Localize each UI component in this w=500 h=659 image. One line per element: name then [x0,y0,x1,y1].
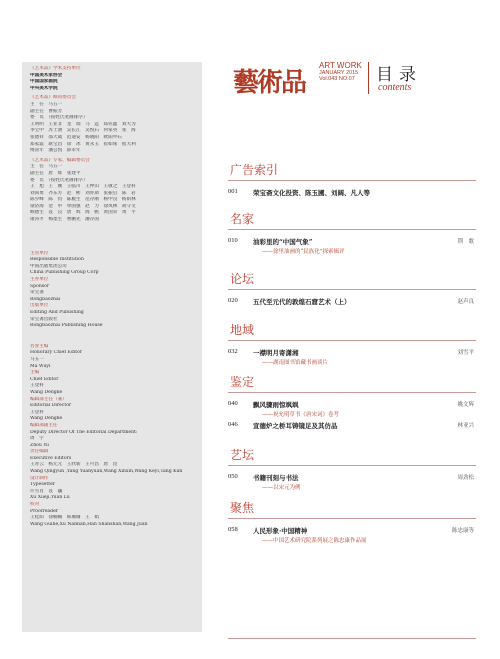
sidebar-line: 郑家震 耿宝昌 徐 冰 黄永玉 崔如琢 程大利 [30,141,136,147]
sidebar-line: 康涛才 梅墨生 曹鹏先 潘存国 [30,217,99,223]
entry-title: 书籍刊刻与书法 [253,474,299,482]
section-rule [228,465,476,466]
entry-page: 010 [228,237,238,244]
sidebar-line: 刘尚勇 齐东方 赵 彬 刘亦斯 张振启 陈 岩 [30,190,136,196]
entry-page: 046 [228,421,238,428]
sidebar-line: 委 员 （按姓氏笔画排序） [30,115,88,121]
credit-line: Honorary Chief Editor [30,350,83,356]
toc-section [228,322,476,369]
entry-title: 油彩里的“中国气象” [253,238,313,246]
section-title: 艺坛 [230,448,255,462]
entry-author: 周劲松 [457,475,474,481]
toc-entry[interactable] [228,473,476,494]
credit-line: 王登科 [30,409,44,415]
entry-title: 飘风骤雨惊飒飒 [253,401,299,409]
credit-line: 王登科 [30,383,44,389]
entry-author: 赵声良 [457,299,474,305]
entry-title: 宣德炉之桥耳铸镜足及其仿品 [253,422,338,430]
sidebar-line: 副主任 曹振芳 [30,108,63,114]
entry-subtitle: ——徐里油画的“民族化”探索辑评 [262,249,345,255]
entry-author: 林亚兴 [457,423,474,429]
magazine-logo: 藝術品 [233,68,306,98]
sidebar-spacer [30,227,199,251]
entry-page: 058 [228,526,238,533]
toc-entry[interactable] [228,421,476,433]
entry-page: 001 [228,188,238,195]
credit-heading: 名誉主编 [30,343,49,349]
entry-subtitle: ——祝允明草书《唐宋词》卷考 [262,412,340,418]
entry-subtitle: ——以宋元为例 [262,485,301,491]
credit-line: 荣宝斋出版社 [30,316,58,322]
page-bottom-rule [228,638,476,639]
sidebar-line: 李宝中 苏士澍 吴长江 吴悦石 何家英 张 海 [30,128,136,134]
masthead-divider [368,62,369,94]
toc-section [228,447,476,494]
section-rule [228,340,476,341]
credit-line: Editing And Publishing [30,310,84,315]
credit-line: Wang Dengke [30,389,63,395]
credit-line: Proofreader [30,508,59,514]
editorial-committee-block [30,158,199,224]
toc-entry[interactable] [228,297,476,309]
contents-masthead [233,58,478,98]
section-rule [228,180,476,181]
credit-line: Deputy Director Of The Editorial Department: [30,429,138,435]
credit-line: Rongbaozhai [30,296,61,302]
credit-line: 王桂荫 徐楠楠 韩珊珊 王 娟 [30,515,99,521]
sidebar-line: 委 员 （按姓氏笔画排序） [30,177,88,183]
credit-line: China Publishing Group Corp [30,270,99,276]
sidebar-line: 王明明 王亚非 龙 瑞 马 远 郑佐鑫 刘大为 [30,121,136,127]
section-title: 地域 [230,323,255,337]
academic-support-block [30,66,199,92]
toc-entry[interactable] [228,348,476,369]
toc-section [228,271,476,309]
credit-line: Typesetter [30,482,56,488]
entry-title: 五代至元代的敦煌石窟艺术（上） [253,298,351,306]
entry-author: 刘雪平 [457,350,474,356]
contents-heading-en: contents [378,82,412,93]
sidebar-line: 中国国家画院 [30,79,58,85]
section-title: 名家 [230,212,255,226]
credit-heading: 主编 [30,370,40,376]
section-rule [228,518,476,519]
entry-subtitle: ——湖南图书馆藏书画谈片 [262,360,329,366]
sidebar-heading: 《艺术品》专家、编辑委员会 [30,157,90,163]
toc-entry[interactable] [228,188,476,200]
credit-line: 许雪肖 袁 巍 [30,488,63,494]
sidebar-line: 梁济海 金 申 单国强 赵 力 徐凤林 胡守文 [30,203,136,209]
credit-line: Ma Wuyi [30,363,51,369]
sidebar-line: 顾德生 袁 良 唐 辉 海 帆 黄国荣 黄 平 [30,210,136,216]
credit-line: Chief Editor [30,376,59,382]
sidebar-heading: 《艺术品》顾问委员会 [30,95,76,101]
toc-entry[interactable] [228,526,476,547]
sidebar-line: 陈少峰 陈 钧 陈履生 范存刚 杨中良 杨荫林 [30,197,136,203]
credit-line: Zhou Yu [30,442,49,448]
entry-author: 姚文辉 [457,402,474,408]
sidebar-line: 傅熹年 潘公凯 薛永年 [30,148,81,154]
entry-page: 040 [228,400,238,407]
sidebar-line: 副主任 唐 辉 张建平 [30,170,81,176]
credit-heading: 校对 [30,502,40,508]
entry-title: 荣宝斋文化投资、陈玉圃、刘阔、凡人等 [253,189,370,197]
credit-line: 马五一 [30,356,44,362]
section-rule [228,229,476,230]
advisory-committee-block [30,95,199,154]
contents-heading-cn: 目录 [376,65,422,85]
sidebar-heading: 《艺术品》学术支持单位 [30,66,81,71]
issue-number: Vol.043 NO.07 [319,76,355,83]
section-title: 论坛 [230,272,255,286]
toc-section [228,211,476,258]
sidebar-line: 主 任 马五一 [30,101,63,107]
english-title: ART WORK [319,61,362,70]
credit-line: Executive Editors [30,455,72,461]
sidebar-line: 王 旭 王 刚 王临川 王仲山 王敬之 王登科 [30,184,136,190]
issue-info [319,63,362,83]
credit-line: Xu Xueji,Yuan Lu [30,495,70,501]
toc-entry[interactable] [228,237,476,258]
entry-page: 020 [228,297,238,304]
entry-author: 荆 歌 [457,239,474,245]
credit-line: Rongbaozhai Publishing House [30,323,103,329]
sidebar-spacer [30,330,199,344]
sidebar-line: 张德祥 邵大箴 范迪安 杨晓阳 欧阳中石 [30,134,122,140]
toc-section [228,162,476,200]
credit-heading: 编辑部副主任 [30,422,58,428]
entry-page: 050 [228,473,238,480]
credit-line: 荣宝斋 [30,290,44,296]
credit-heading: 编辑部主任（兼） [30,396,67,402]
credit-heading: 设计制作 [30,475,49,481]
issue-date: JANUARY 2015 [319,69,359,76]
credit-line: 中国出版集团公司 [30,263,67,269]
entry-title: 一襟明月寄潇湘 [253,349,299,357]
credit-line: 周 宇 [30,436,44,442]
credit-line: Responsible Institution [30,257,84,263]
credit-heading: 出版单位 [30,303,49,309]
section-rule [228,392,476,393]
toc-section [228,374,476,433]
section-title: 鉴定 [230,375,255,389]
entry-author: 陈忠康等 [451,528,474,534]
section-rule [228,289,476,290]
entry-subtitle: ——中国艺术研究院系列展之陈忠康作品展 [262,538,367,544]
credit-heading: 主管单位 [30,250,49,256]
sidebar-line: 主 任 马五一 [30,164,63,170]
sidebar-line: 中央美术学院 [30,85,58,91]
entry-page: 032 [228,348,238,355]
masthead-sidebar [22,62,202,632]
credit-heading: 主办单位 [30,277,49,283]
credit-line: Editorial Director [30,403,72,409]
credit-line: 王青云 杨元元 王欣新 王可昌 唐 昆 [30,462,118,468]
credit-heading: 责任编辑 [30,449,49,455]
toc-entry[interactable] [228,400,476,421]
credits-block [30,251,199,529]
entry-title: 人民形象·中国精神 [253,527,308,535]
sidebar-line: 中国美术家协会 [30,72,63,78]
credit-line: Wang Qingyun ,Yang Yuanyuan,Wang Xinxin,Wang Keyi,Tang Kun [30,469,183,475]
credit-line: Wang Dengke [30,416,63,422]
credit-line: Sponsor [30,283,50,289]
section-title: 聚焦 [230,501,255,515]
credit-line: Wang Guihe,Xu Nannan,Han Shanshan,Wang Juan [30,521,148,527]
toc-section [228,500,476,547]
section-title: 广告索引 [230,163,279,177]
